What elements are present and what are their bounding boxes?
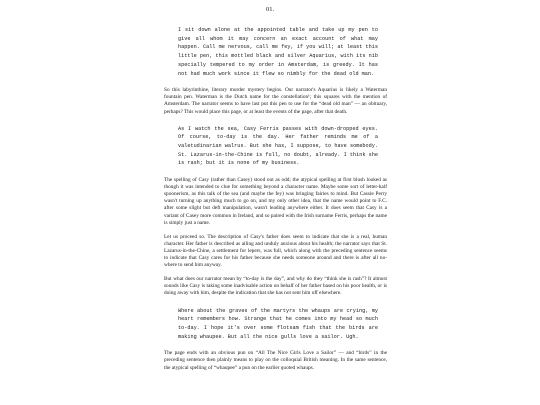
paragraph-text: So this labyrinthine, literary murder mystery begins. Our narrator's Aquarius is likely a Waterman fountain pen. Waterman is the Dutch name for the constellation¹; this squares with the mention of Amsterdam. The narrator seems to have last put this pen to use for the “dead old man” — an obituary, perhaps? This would place this page, or at least the events of the page, after that death. (164, 87, 387, 115)
commentary-paragraph-1 (164, 87, 387, 115)
quote-text: As I watch the sea, Casy Ferris passes with down-dropped eyes. Of course, to-day is the day. Her father reminds me of a valetudinarian walrus. But she has, I suppose, to have somebody. St. Lazarus-in-the-Chine is full, no doubt, already. I think she is rash; but it is none of my business. (178, 125, 378, 167)
commentary-paragraph-3 (164, 234, 387, 269)
commentary-paragraph-2 (164, 177, 387, 227)
paragraph-text: The spelling of Casy (rather than Casey) stood out as odd; the atypical spelling at first blush looked as though it was intended to clue for something beyond a character name. Maybe some sort of letter-half spoonerism, as this talk of the sea (and maybe the fey) was bringing fairies to mind. But Cassie Perry wasn't turning up anything much to go on, and my only other idea, that the name would point to F.C. after some slight but deft manipulation, wasn't leading anywhere either. It does seem that Casy is a variant of Casey more common in Ireland, and so paired with the Irish surname Ferris, perhaps the name is simply just a name. (164, 177, 387, 226)
commentary-paragraph-4 (164, 276, 387, 297)
quote-block-1 (178, 26, 378, 78)
quote-text: Where about the graves of the martyrs the whaups are crying, my heart remembers how. Strange that he comes into my head so much to-day. I hope it's over some flotsam fish that the birds are making whaupee. But all the nice gulls love a sailor. Ugh. (178, 307, 378, 340)
page-number: 01. (265, 6, 275, 13)
paragraph-text: The page ends with an obvious pun on “All The Nice Girls Love a Sailor” — and “birds” in the preceding sentence then plainly means to play on the colloquial British meaning. In the same sentence, the atypical spelling of “whaupee” a pun on the earlier quoted whaups. (164, 350, 387, 371)
paragraph-text: But what does our narrator mean by “to-day is the day”, and why do they “think she is rash”? It almost sounds like Casy is taking some inadvisable action on behalf of her father based on his poor health, or is doing away with him, despite the indication that she has not sent him off elsewhere. (164, 276, 387, 297)
quote-text: I sit down alone at the appointed table and take up my pen to give all whom it may concern an exact account of what may happen. Call me nervous, call me fey, if you will; at least this little pen, this mottled black and silver Aquarius, with its nib specially tempered to my order in Amsterdam, is greedy. It has not had much work since it flew so nimbly for the dead old man. (178, 27, 378, 77)
paragraph-text: Let us proceed so. The description of Casy's father does seem to indicate that she is a real, human character. Her father is described as ailing and unduly anxious about his health; the narrator says that St. Lazarus-in-the-Chine, a settlement for lepers, was full, which along with the preceding sentence seems to indicate that Casy cares for his father because she needs someone around and there is after all no-where to send him anyway. (164, 233, 387, 269)
commentary-paragraph-5 (164, 350, 387, 371)
quote-block-2 (178, 125, 378, 169)
quote-block-3 (178, 307, 378, 342)
